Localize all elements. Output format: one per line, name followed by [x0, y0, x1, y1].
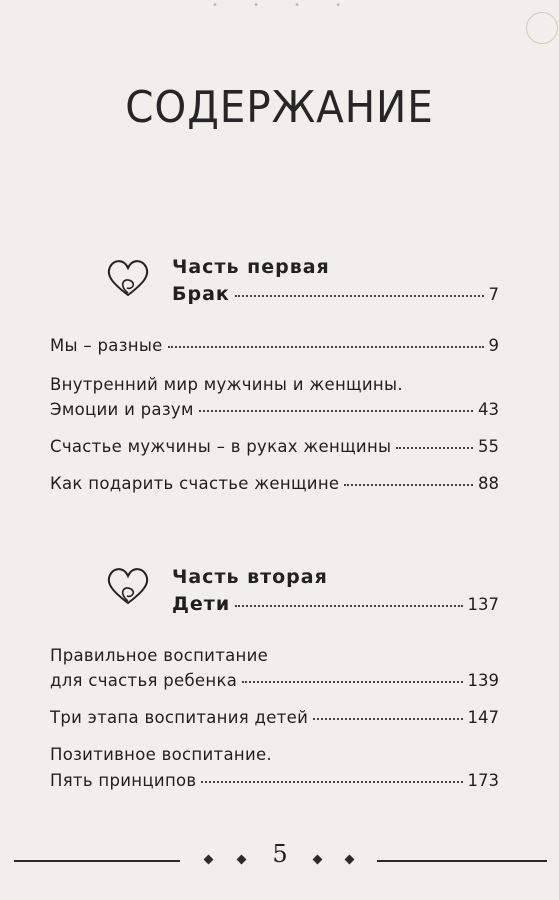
toc-entry-page: 139	[467, 671, 499, 690]
toc-entry-title-line2: Эмоции и разум	[50, 400, 194, 419]
part-1-name: Брак	[172, 283, 230, 305]
page-number: 5	[272, 840, 288, 868]
toc-entry[interactable]	[50, 437, 499, 456]
toc-entry-title: Как подарить счастье женщине	[50, 474, 340, 493]
part-2-label: Часть вторая	[172, 566, 328, 588]
footer-diamond	[204, 855, 214, 865]
page-title: СОДЕРЖАНИЕ	[125, 82, 434, 133]
toc-entry[interactable]	[50, 400, 499, 419]
toc-entry-title-line2: для счастья ребенка	[50, 671, 238, 690]
toc-entry-page: 88	[478, 474, 499, 493]
toc-entry[interactable]	[50, 771, 499, 790]
part-2-name: Дети	[172, 593, 231, 615]
toc-entry-title-line1[interactable]: Позитивное воспитание.	[50, 745, 272, 764]
dot-leader	[201, 781, 462, 783]
corner-circle-decoration	[526, 12, 558, 44]
toc-entry-title-line1[interactable]: Правильное воспитание	[50, 646, 269, 665]
toc-entry-title: Три этапа воспитания детей	[50, 708, 309, 727]
toc-entry-title: Мы – разные	[50, 336, 163, 355]
toc-entry-title-line2: Пять принципов	[50, 771, 197, 790]
toc-entry-page: 43	[478, 400, 499, 419]
part-1-label: Часть первая	[172, 256, 330, 278]
toc-entry-page: 147	[467, 708, 499, 727]
toc-entry[interactable]	[50, 336, 499, 355]
part-2-row[interactable]	[172, 593, 499, 615]
toc-entry[interactable]	[50, 708, 499, 727]
dot-leader	[242, 681, 462, 683]
heart-icon	[104, 255, 152, 299]
toc-entry-title-line1[interactable]: Внутренний мир мужчины и женщины.	[50, 375, 403, 394]
footer-diamond	[313, 855, 323, 865]
top-dots-decoration: • • • •	[212, 0, 358, 11]
footer-diamond	[237, 855, 247, 865]
dot-leader	[235, 605, 462, 607]
footer-rule-right	[377, 860, 547, 862]
heart-icon	[104, 563, 152, 607]
toc-entry[interactable]	[50, 671, 499, 690]
part-1-page: 7	[488, 285, 499, 304]
dot-leader	[168, 346, 484, 348]
part-2-page: 137	[467, 595, 499, 614]
footer-diamond	[345, 855, 355, 865]
dot-leader	[396, 447, 473, 449]
toc-entry-page: 55	[478, 437, 499, 456]
toc-entry-page: 173	[467, 771, 499, 790]
dot-leader	[344, 484, 473, 486]
part-1-row[interactable]	[172, 283, 499, 305]
toc-entry[interactable]	[50, 474, 499, 493]
dot-leader	[235, 295, 484, 297]
footer-rule-left	[14, 860, 180, 862]
toc-entry-title: Счастье мужчины – в руках женщины	[50, 437, 392, 456]
dot-leader	[313, 718, 462, 720]
dot-leader	[199, 410, 473, 412]
toc-entry-page: 9	[488, 336, 499, 355]
